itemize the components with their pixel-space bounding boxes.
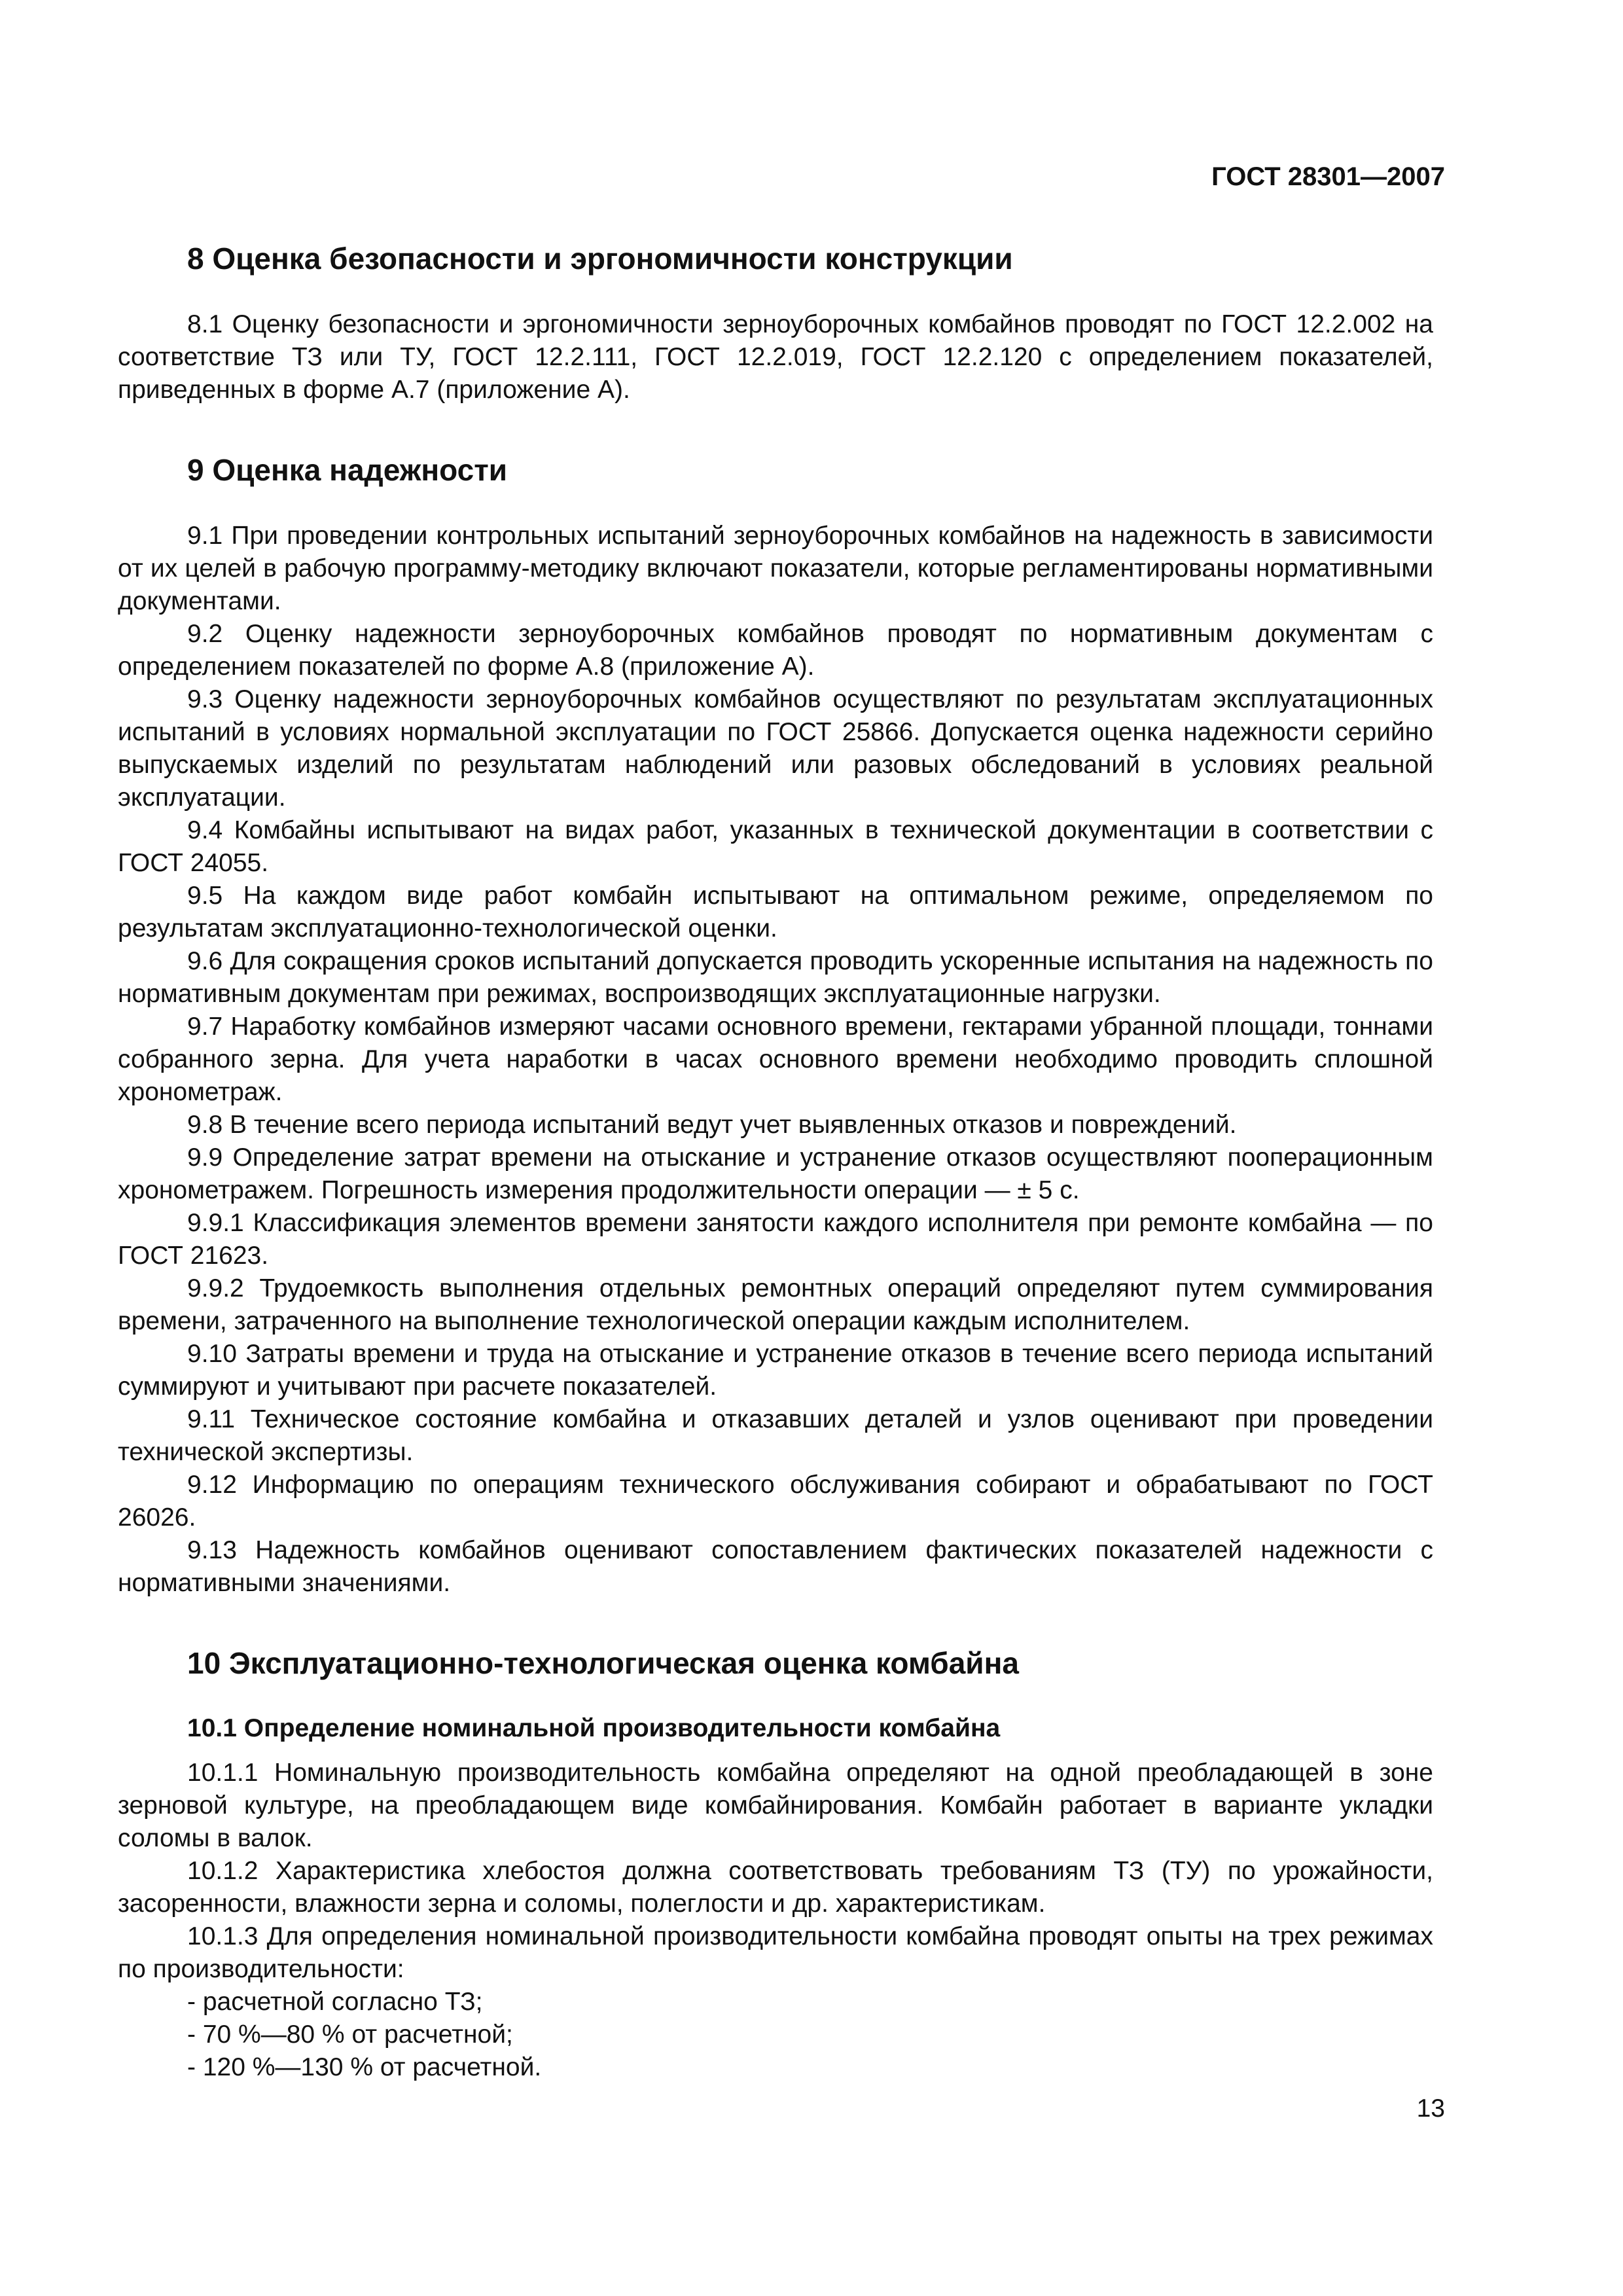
subsection-10-1-title: 10.1 Определение номинальной производительности комбайна [187,1713,1001,1742]
paragraph-10-1-3: 10.1.3 Для определения номинальной производительности комбайна проводят опыты на трех режимах по производительности: [118,1922,1433,1984]
paragraph-9-13: 9.13 Надежность комбайнов оценивают сопоставлением фактических показателей надежности с нормативными значениями. [118,1536,1433,1598]
paragraph-9-11: 9.11 Техническое состояние комбайна и отказавших деталей и узлов оценивают при проведении технической экспертизы. [118,1405,1433,1467]
paragraph-9-12: 9.12 Информацию по операциям технического обслуживания собирают и обрабатывают по ГОСТ 26026. [118,1471,1433,1532]
paragraph-8-1: 8.1 Оценку безопасности и эргономичности зерноуборочных комбайнов проводят по ГОСТ 12.2.002 на соответствие ТЗ или ТУ, ГОСТ 12.2.111, ГОСТ 12.2.019, ГОСТ 12.2.120 с определением показателей, приведенных в форме А.7 (приложение А). [118,310,1433,404]
list-item: - 120 %—130 % от расчетной. [187,2051,1433,2084]
paragraph-9-4: 9.4 Комбайны испытывают на видах работ, указанных в технической документации в соответствии с ГОСТ 24055. [118,816,1433,878]
paragraph-10-1-1: 10.1.1 Номинальную производительность комбайна определяют на одной преобладающей в зоне зерновой культуре, на преобладающем виде комбайнирования. Комбайн работает в варианте укладки соломы в валок. [118,1759,1433,1853]
list-item: - 70 %—80 % от расчетной; [187,2018,1433,2051]
paragraph-10-1-2: 10.1.2 Характеристика хлебостоя должна соответствовать требованиям ТЗ (ТУ) по урожайности, засоренности, влажности зерна и соломы, полеглости и др. характеристикам. [118,1857,1433,1918]
mode-list [118,1986,1433,2084]
page-number: 13 [1416,2094,1445,2123]
paragraph-9-9: 9.9 Определение затрат времени на отыскание и устранение отказов осуществляют пооперационным хронометражем. Погрешность измерения продолжительности операции — ± 5 с. [118,1143,1433,1205]
paragraph-9-9-2: 9.9.2 Трудоемкость выполнения отдельных ремонтных операций определяют путем суммирования времени, затраченного на выполнение технологической операции каждым исполнителем. [118,1274,1433,1336]
paragraph-9-6: 9.6 Для сокращения сроков испытаний допускается проводить ускоренные испытания на надежность по нормативным документам при режимах, воспроизводящих эксплуатационные нагрузки. [118,947,1433,1009]
paragraph-9-1: 9.1 При проведении контрольных испытаний зерноуборочных комбайнов на надежность в зависимости от их целей в рабочую программу-методику включают показатели, которые регламентированы нормативными документами. [118,522,1433,616]
paragraph-9-5: 9.5 На каждом виде работ комбайн испытывают на оптимальном режиме, определяемом по результатам эксплуатационно-технологической оценки. [118,882,1433,943]
paragraph-9-2: 9.2 Оценку надежности зерноуборочных комбайнов проводят по нормативным документам с определением показателей по форме А.8 (приложение А). [118,620,1433,681]
paragraph-9-8: 9.8 В течение всего периода испытаний ведут учет выявленных отказов и повреждений. [187,1111,1237,1139]
section-10-title: 10 Эксплуатационно-технологическая оценка комбайна [187,1646,1019,1681]
section-8-title: 8 Оценка безопасности и эргономичности конструкции [187,242,1013,276]
page-content [118,221,1433,2084]
paragraph-9-3: 9.3 Оценку надежности зерноуборочных комбайнов осуществляют по результатам эксплуатационных испытаний в условиях нормальной эксплуатации по ГОСТ 25866. Допускается оценка надежности серийно выпускаемых изделий по результатам наблюдений или разовых обследований в условиях реальной эксплуатации. [118,685,1433,812]
paragraph-9-7: 9.7 Наработку комбайнов измеряют часами основного времени, гектарами убранной площади, тоннами собранного зерна. Для учета наработки в часах основного времени необходимо проводить сплошной хронометраж. [118,1013,1433,1107]
document-code: ГОСТ 28301—2007 [1211,162,1445,191]
section-9-title: 9 Оценка надежности [187,453,507,488]
paragraph-9-9-1: 9.9.1 Классификация элементов времени занятости каждого исполнителя при ремонте комбайна — по ГОСТ 21623. [118,1209,1433,1270]
list-item: - расчетной согласно ТЗ; [187,1986,1433,2018]
paragraph-9-10: 9.10 Затраты времени и труда на отыскание и устранение отказов в течение всего периода испытаний суммируют и учитывают при расчете показателей. [118,1340,1433,1401]
